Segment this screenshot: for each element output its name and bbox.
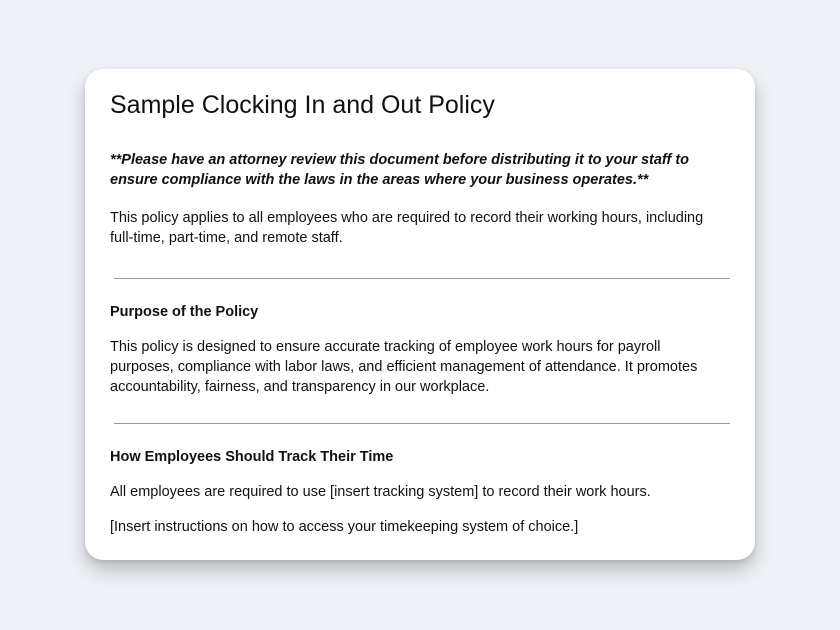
legal-disclaimer: **Please have an attorney review this document before distributing it to your staff to ensure compliance with the laws in the areas where your business operates.** <box>110 152 690 188</box>
scope-paragraph: This policy applies to all employees who are required to record their working hours, including full-time, part-time, and remote staff. <box>110 210 704 246</box>
document-title: Sample Clocking In and Out Policy <box>110 91 495 119</box>
purpose-paragraph: This policy is designed to ensure accurate tracking of employee work hours for payroll purposes, compliance with labor laws, and efficient management of attendance. It promotes accountability, fairness, and transparency in our workplace. <box>110 339 698 395</box>
section-divider <box>114 423 730 424</box>
timekeeping-instructions-paragraph: [Insert instructions on how to access your timekeeping system of choice.] <box>110 519 579 535</box>
section-heading-time-tracking: How Employees Should Track Their Time <box>110 449 394 465</box>
tracking-system-paragraph: All employees are required to use [insert tracking system] to record their work hours. <box>110 484 651 500</box>
section-divider <box>114 278 730 279</box>
section-heading-purpose: Purpose of the Policy <box>110 304 259 320</box>
document-card <box>85 69 755 560</box>
